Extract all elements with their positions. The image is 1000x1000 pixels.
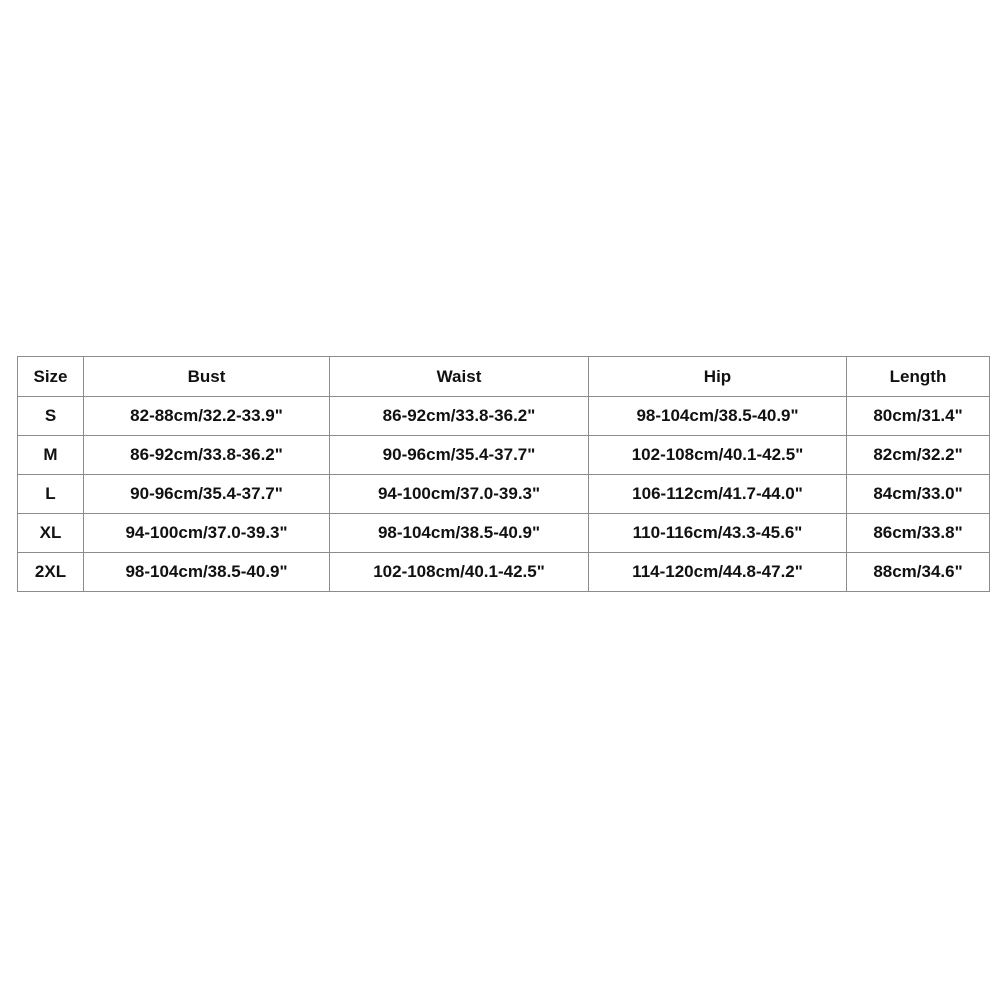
cell-length: 82cm/32.2": [847, 436, 990, 475]
cell-waist: 98-104cm/38.5-40.9": [330, 514, 589, 553]
header-size: Size: [18, 357, 84, 397]
cell-size: XL: [18, 514, 84, 553]
cell-length: 86cm/33.8": [847, 514, 990, 553]
cell-bust: 86-92cm/33.8-36.2": [84, 436, 330, 475]
table-row: [18, 475, 990, 514]
cell-hip: 102-108cm/40.1-42.5": [589, 436, 847, 475]
cell-bust: 98-104cm/38.5-40.9": [84, 553, 330, 592]
table-row: [18, 436, 990, 475]
table-body: [18, 397, 990, 592]
header-hip: Hip: [589, 357, 847, 397]
cell-size: 2XL: [18, 553, 84, 592]
cell-length: 80cm/31.4": [847, 397, 990, 436]
cell-waist: 102-108cm/40.1-42.5": [330, 553, 589, 592]
cell-hip: 106-112cm/41.7-44.0": [589, 475, 847, 514]
cell-bust: 94-100cm/37.0-39.3": [84, 514, 330, 553]
cell-size: S: [18, 397, 84, 436]
cell-size: L: [18, 475, 84, 514]
header-waist: Waist: [330, 357, 589, 397]
table-row: [18, 397, 990, 436]
cell-waist: 94-100cm/37.0-39.3": [330, 475, 589, 514]
cell-hip: 98-104cm/38.5-40.9": [589, 397, 847, 436]
header-bust: Bust: [84, 357, 330, 397]
cell-waist: 90-96cm/35.4-37.7": [330, 436, 589, 475]
cell-bust: 90-96cm/35.4-37.7": [84, 475, 330, 514]
cell-waist: 86-92cm/33.8-36.2": [330, 397, 589, 436]
cell-bust: 82-88cm/32.2-33.9": [84, 397, 330, 436]
cell-hip: 110-116cm/43.3-45.6": [589, 514, 847, 553]
cell-length: 84cm/33.0": [847, 475, 990, 514]
header-row: [18, 357, 990, 397]
table-row: [18, 553, 990, 592]
table-header: [18, 357, 990, 397]
header-length: Length: [847, 357, 990, 397]
size-chart-table: [17, 356, 990, 592]
cell-length: 88cm/34.6": [847, 553, 990, 592]
table-row: [18, 514, 990, 553]
cell-hip: 114-120cm/44.8-47.2": [589, 553, 847, 592]
cell-size: M: [18, 436, 84, 475]
